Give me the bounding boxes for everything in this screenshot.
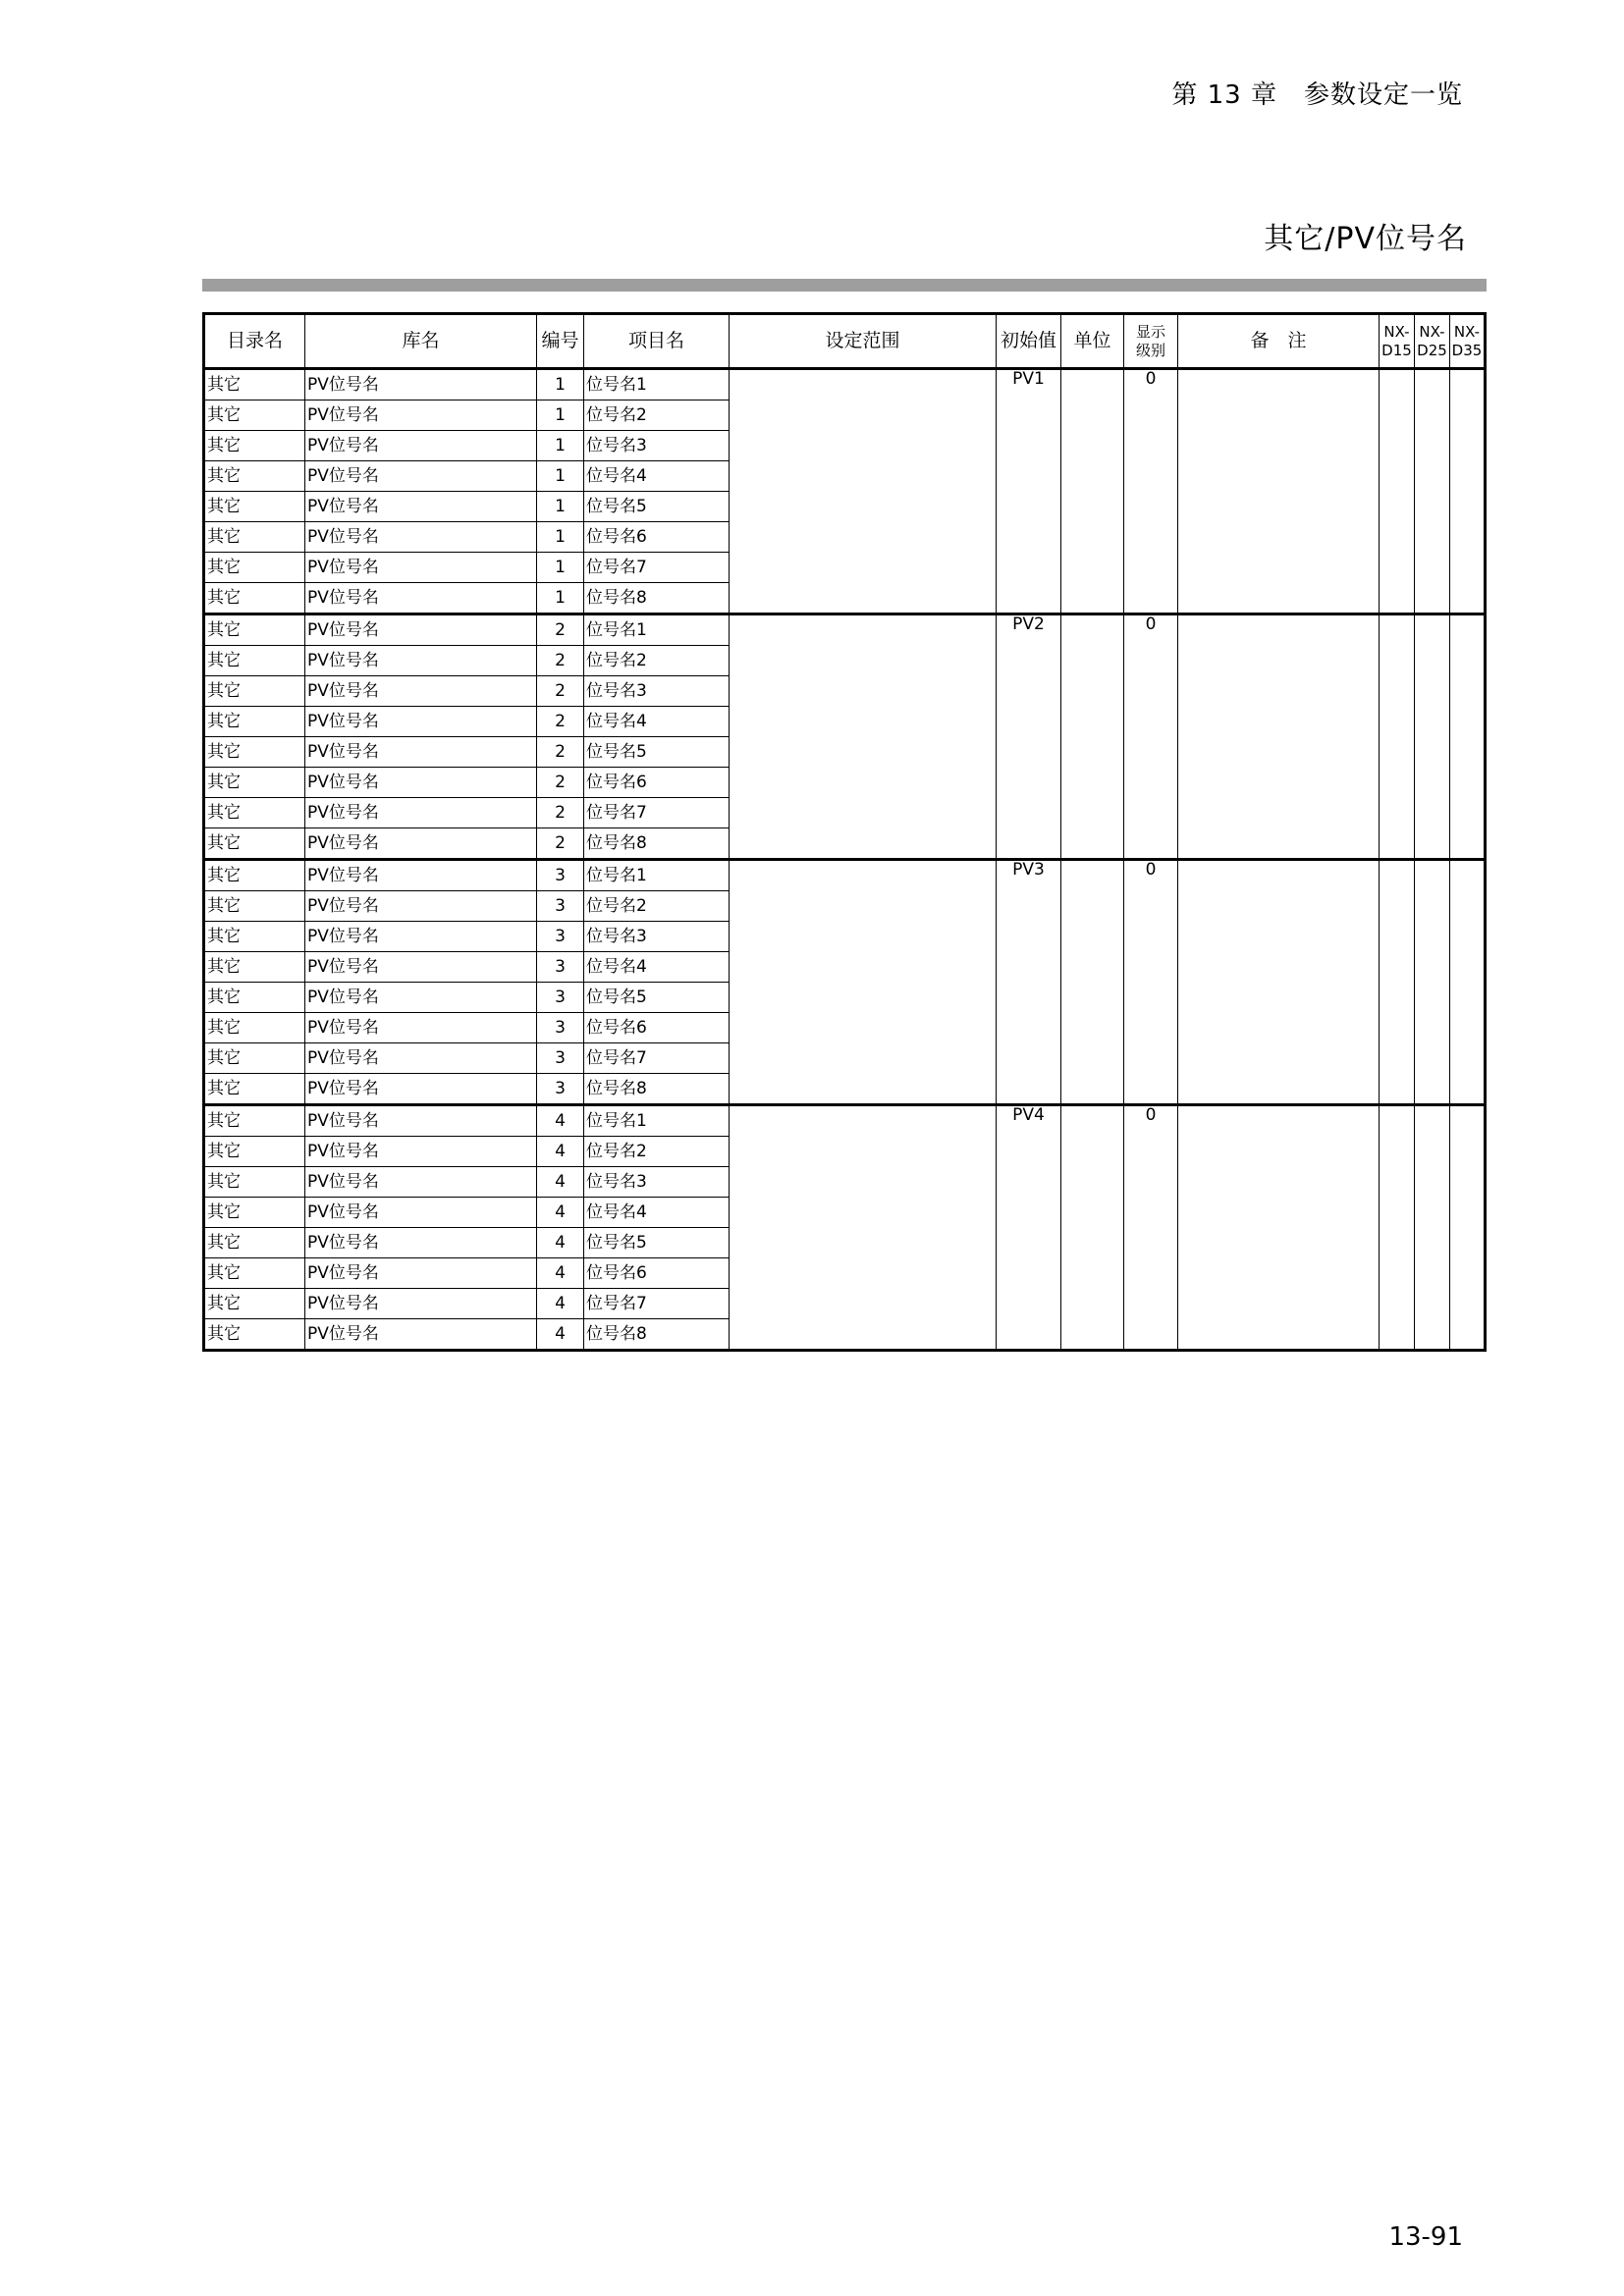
cell-nx-d25 [1415, 369, 1450, 614]
cell-nx-d35 [1450, 369, 1486, 614]
cell-item: 位号名2 [584, 400, 730, 431]
cell-catalog: 其它 [204, 798, 305, 828]
cell-number: 2 [537, 798, 584, 828]
parameter-table [202, 312, 1487, 1352]
header-nx-d35-line2: D35 [1451, 341, 1483, 359]
cell-nx-d35 [1450, 1105, 1486, 1351]
cell-item: 位号名1 [584, 860, 730, 891]
cell-library: PV位号名 [305, 646, 537, 676]
cell-item: 位号名6 [584, 522, 730, 553]
cell-number: 3 [537, 952, 584, 983]
cell-catalog: 其它 [204, 768, 305, 798]
cell-number: 4 [537, 1105, 584, 1137]
cell-library: PV位号名 [305, 707, 537, 737]
cell-library: PV位号名 [305, 522, 537, 553]
cell-nx-d25 [1415, 614, 1450, 860]
cell-item: 位号名7 [584, 553, 730, 583]
cell-item: 位号名3 [584, 922, 730, 952]
cell-library: PV位号名 [305, 798, 537, 828]
cell-range [730, 369, 997, 614]
header-item: 项目名 [584, 314, 730, 369]
cell-nx-d15 [1380, 369, 1415, 614]
cell-catalog: 其它 [204, 1105, 305, 1137]
cell-item: 位号名2 [584, 646, 730, 676]
cell-library: PV位号名 [305, 583, 537, 614]
cell-library: PV位号名 [305, 1105, 537, 1137]
cell-item: 位号名5 [584, 737, 730, 768]
cell-initial: PV3 [997, 860, 1061, 1105]
cell-item: 位号名8 [584, 828, 730, 860]
header-remark: 备 注 [1178, 314, 1380, 369]
cell-number: 1 [537, 369, 584, 400]
cell-library: PV位号名 [305, 737, 537, 768]
page-number: 13-91 [1388, 2222, 1463, 2252]
cell-number: 4 [537, 1289, 584, 1319]
cell-number: 3 [537, 922, 584, 952]
cell-number: 2 [537, 614, 584, 646]
cell-item: 位号名8 [584, 583, 730, 614]
cell-number: 2 [537, 707, 584, 737]
cell-catalog: 其它 [204, 737, 305, 768]
cell-item: 位号名4 [584, 1198, 730, 1228]
cell-remark [1178, 614, 1380, 860]
cell-item: 位号名5 [584, 492, 730, 522]
cell-number: 3 [537, 983, 584, 1013]
cell-library: PV位号名 [305, 676, 537, 707]
cell-library: PV位号名 [305, 1013, 537, 1043]
cell-catalog: 其它 [204, 983, 305, 1013]
cell-remark [1178, 1105, 1380, 1351]
cell-nx-d35 [1450, 614, 1486, 860]
cell-nx-d15 [1380, 860, 1415, 1105]
cell-catalog: 其它 [204, 1167, 305, 1198]
cell-item: 位号名1 [584, 369, 730, 400]
cell-catalog: 其它 [204, 614, 305, 646]
header-nx-d25 [1415, 314, 1450, 369]
cell-item: 位号名1 [584, 614, 730, 646]
cell-catalog: 其它 [204, 891, 305, 922]
section-title: 其它/PV位号名 [1264, 222, 1467, 256]
cell-item: 位号名4 [584, 461, 730, 492]
cell-nx-d15 [1380, 614, 1415, 860]
cell-number: 1 [537, 400, 584, 431]
table-row [204, 614, 1486, 646]
cell-number: 1 [537, 461, 584, 492]
cell-item: 位号名6 [584, 1258, 730, 1289]
cell-catalog: 其它 [204, 1198, 305, 1228]
table-body [204, 369, 1486, 1351]
cell-catalog: 其它 [204, 676, 305, 707]
cell-number: 3 [537, 891, 584, 922]
cell-library: PV位号名 [305, 492, 537, 522]
cell-item: 位号名3 [584, 431, 730, 461]
cell-library: PV位号名 [305, 1289, 537, 1319]
cell-library: PV位号名 [305, 1258, 537, 1289]
header-catalog: 目录名 [204, 314, 305, 369]
cell-range [730, 860, 997, 1105]
cell-remark [1178, 860, 1380, 1105]
cell-level: 0 [1124, 1105, 1178, 1351]
header-nx-d35 [1450, 314, 1486, 369]
cell-range [730, 614, 997, 860]
cell-item: 位号名7 [584, 1043, 730, 1074]
header-level-line1: 显示 [1135, 322, 1165, 341]
cell-number: 3 [537, 1043, 584, 1074]
cell-library: PV位号名 [305, 1074, 537, 1105]
cell-catalog: 其它 [204, 1137, 305, 1167]
cell-library: PV位号名 [305, 891, 537, 922]
cell-number: 2 [537, 768, 584, 798]
cell-number: 2 [537, 737, 584, 768]
cell-catalog: 其它 [204, 553, 305, 583]
cell-library: PV位号名 [305, 952, 537, 983]
cell-library: PV位号名 [305, 1319, 537, 1351]
header-number: 编号 [537, 314, 584, 369]
cell-number: 4 [537, 1137, 584, 1167]
cell-number: 1 [537, 492, 584, 522]
cell-unit [1061, 369, 1124, 614]
cell-item: 位号名6 [584, 768, 730, 798]
table-row [204, 369, 1486, 400]
cell-catalog: 其它 [204, 431, 305, 461]
cell-library: PV位号名 [305, 828, 537, 860]
cell-catalog: 其它 [204, 1228, 305, 1258]
cell-number: 1 [537, 553, 584, 583]
cell-library: PV位号名 [305, 431, 537, 461]
cell-library: PV位号名 [305, 1043, 537, 1074]
cell-catalog: 其它 [204, 369, 305, 400]
cell-number: 4 [537, 1228, 584, 1258]
table-row [204, 860, 1486, 891]
cell-library: PV位号名 [305, 1167, 537, 1198]
cell-number: 3 [537, 1074, 584, 1105]
cell-catalog: 其它 [204, 828, 305, 860]
cell-catalog: 其它 [204, 922, 305, 952]
cell-library: PV位号名 [305, 1198, 537, 1228]
cell-library: PV位号名 [305, 768, 537, 798]
cell-item: 位号名1 [584, 1105, 730, 1137]
header-nx-d15 [1380, 314, 1415, 369]
cell-library: PV位号名 [305, 400, 537, 431]
cell-library: PV位号名 [305, 1228, 537, 1258]
cell-number: 4 [537, 1258, 584, 1289]
cell-nx-d25 [1415, 860, 1450, 1105]
cell-catalog: 其它 [204, 1289, 305, 1319]
cell-number: 2 [537, 828, 584, 860]
header-level-line2: 级别 [1135, 341, 1165, 359]
cell-item: 位号名8 [584, 1319, 730, 1351]
header-initial: 初始值 [997, 314, 1061, 369]
cell-item: 位号名2 [584, 1137, 730, 1167]
cell-catalog: 其它 [204, 461, 305, 492]
cell-nx-d25 [1415, 1105, 1450, 1351]
cell-level: 0 [1124, 369, 1178, 614]
table-header-row [204, 314, 1486, 369]
cell-item: 位号名5 [584, 983, 730, 1013]
cell-initial: PV4 [997, 1105, 1061, 1351]
cell-initial: PV1 [997, 369, 1061, 614]
cell-number: 3 [537, 1013, 584, 1043]
cell-item: 位号名7 [584, 798, 730, 828]
cell-catalog: 其它 [204, 522, 305, 553]
cell-remark [1178, 369, 1380, 614]
cell-item: 位号名3 [584, 676, 730, 707]
cell-number: 2 [537, 676, 584, 707]
cell-catalog: 其它 [204, 952, 305, 983]
cell-catalog: 其它 [204, 646, 305, 676]
cell-unit [1061, 1105, 1124, 1351]
cell-item: 位号名4 [584, 707, 730, 737]
cell-number: 1 [537, 583, 584, 614]
cell-number: 2 [537, 646, 584, 676]
cell-level: 0 [1124, 614, 1178, 860]
cell-number: 3 [537, 860, 584, 891]
table-row [204, 1105, 1486, 1137]
cell-unit [1061, 860, 1124, 1105]
cell-catalog: 其它 [204, 707, 305, 737]
cell-item: 位号名4 [584, 952, 730, 983]
cell-catalog: 其它 [204, 860, 305, 891]
cell-catalog: 其它 [204, 492, 305, 522]
cell-library: PV位号名 [305, 614, 537, 646]
header-level [1124, 314, 1178, 369]
cell-catalog: 其它 [204, 400, 305, 431]
cell-catalog: 其它 [204, 1074, 305, 1105]
header-unit: 单位 [1061, 314, 1124, 369]
cell-range [730, 1105, 997, 1351]
header-nx-d25-line1: NX- [1419, 322, 1445, 341]
cell-item: 位号名6 [584, 1013, 730, 1043]
section-divider [202, 279, 1487, 292]
cell-item: 位号名2 [584, 891, 730, 922]
header-nx-d15-line2: D15 [1381, 341, 1412, 359]
cell-number: 4 [537, 1198, 584, 1228]
cell-catalog: 其它 [204, 1319, 305, 1351]
cell-number: 4 [537, 1167, 584, 1198]
cell-library: PV位号名 [305, 369, 537, 400]
header-range: 设定范围 [730, 314, 997, 369]
header-library: 库名 [305, 314, 537, 369]
cell-number: 4 [537, 1319, 584, 1351]
cell-item: 位号名8 [584, 1074, 730, 1105]
cell-number: 1 [537, 522, 584, 553]
cell-number: 1 [537, 431, 584, 461]
cell-unit [1061, 614, 1124, 860]
cell-catalog: 其它 [204, 1043, 305, 1074]
chapter-header: 第 13 章 参数设定一览 [1171, 80, 1463, 110]
header-nx-d35-line1: NX- [1453, 322, 1481, 341]
cell-catalog: 其它 [204, 1258, 305, 1289]
cell-nx-d35 [1450, 860, 1486, 1105]
cell-library: PV位号名 [305, 922, 537, 952]
cell-library: PV位号名 [305, 553, 537, 583]
cell-library: PV位号名 [305, 461, 537, 492]
cell-library: PV位号名 [305, 1137, 537, 1167]
cell-item: 位号名7 [584, 1289, 730, 1319]
cell-catalog: 其它 [204, 1013, 305, 1043]
cell-initial: PV2 [997, 614, 1061, 860]
header-nx-d25-line2: D25 [1417, 341, 1447, 359]
cell-library: PV位号名 [305, 860, 537, 891]
cell-library: PV位号名 [305, 983, 537, 1013]
cell-item: 位号名3 [584, 1167, 730, 1198]
cell-item: 位号名5 [584, 1228, 730, 1258]
cell-level: 0 [1124, 860, 1178, 1105]
header-nx-d15-line1: NX- [1383, 322, 1410, 341]
cell-catalog: 其它 [204, 583, 305, 614]
cell-nx-d15 [1380, 1105, 1415, 1351]
